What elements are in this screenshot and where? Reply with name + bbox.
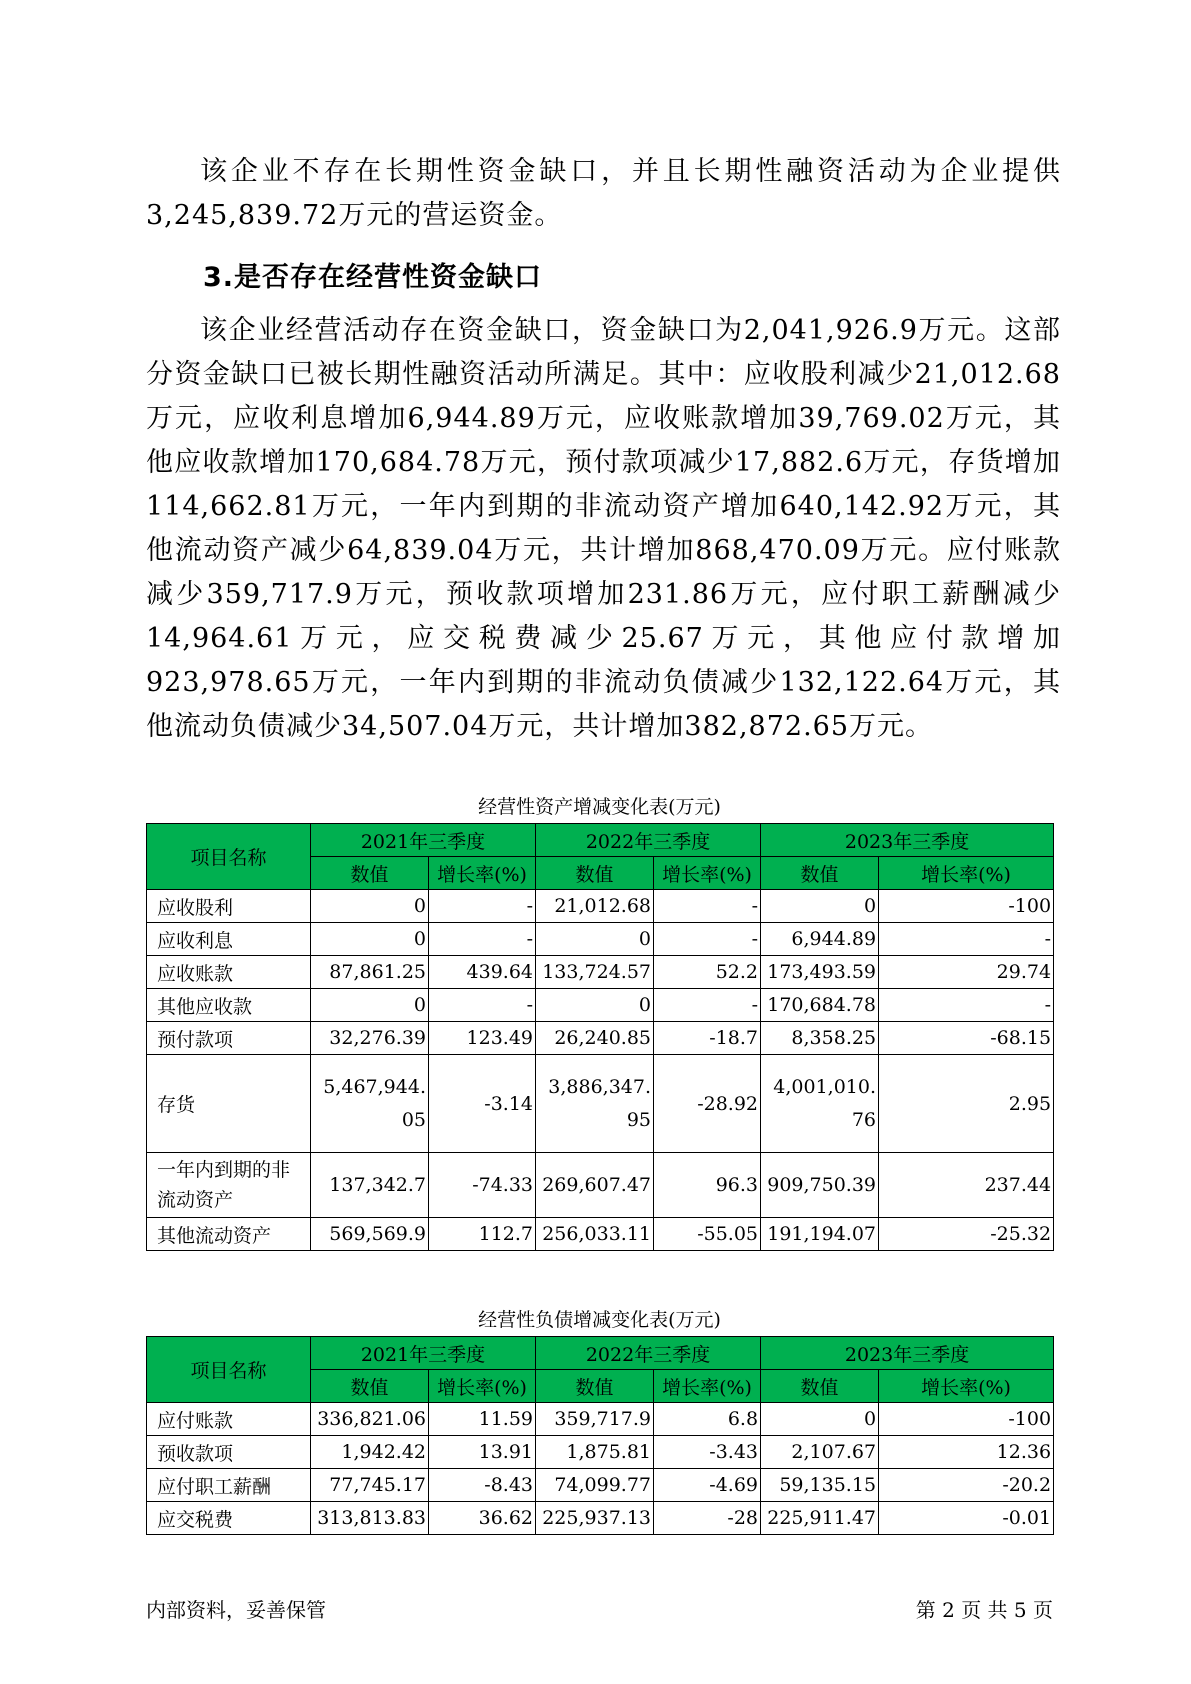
cell-value: 336,821.06 <box>311 1403 429 1436</box>
table-row <box>147 1436 1054 1469</box>
row-name: 其他流动资产 <box>147 1218 311 1251</box>
header-value: 数值 <box>761 1370 879 1403</box>
cell-growth: -55.05 <box>654 1218 761 1251</box>
paragraph-financing: 该企业不存在长期性资金缺口，并且长期性融资活动为企业提供3,245,839.72万元的营运资金。 <box>146 156 1061 231</box>
cell-value: 0 <box>536 989 654 1022</box>
table-row <box>147 1403 1054 1436</box>
cell-value: 225,911.47 <box>761 1502 879 1535</box>
cell-growth: - <box>654 989 761 1022</box>
cell-growth: -68.15 <box>879 1022 1054 1055</box>
cell-value: 569,569.9 <box>311 1218 429 1251</box>
cell-growth: 439.64 <box>429 956 536 989</box>
header-year: 2022年三季度 <box>536 824 761 857</box>
cell-value: 0 <box>311 923 429 956</box>
table-row <box>147 1218 1054 1251</box>
cell-value: 0 <box>311 890 429 923</box>
header-growth: 增长率(%) <box>879 857 1054 890</box>
cell-value: 137,342.7 <box>311 1153 429 1218</box>
cell-value: 74,099.77 <box>536 1469 654 1502</box>
footer-page-number: 第 2 页 共 5 页 <box>915 1598 1053 1622</box>
cell-value: 1,942.42 <box>311 1436 429 1469</box>
cell-value: 77,745.17 <box>311 1469 429 1502</box>
table-caption: 经营性资产增减变化表(万元) <box>478 796 721 818</box>
cell-value: 225,937.13 <box>536 1502 654 1535</box>
cell-growth: - <box>429 890 536 923</box>
cell-value: 26,240.85 <box>536 1022 654 1055</box>
cell-growth: 36.62 <box>429 1502 536 1535</box>
paragraph-operating-gap: 该企业经营活动存在资金缺口，资金缺口为2,041,926.9万元。这部分资金缺口已被长期性融资活动所满足。其中：应收股利减少21,012.68万元，应收利息增加6,944.89万元，应收账款增加39,769.02万元，其他应收款增加170,684.78万元，预付款项减少17,882.6万元，存货增加114,662.81万元，一年内到期的非流动资产增加640,142.92万元，其他流动资产减少64,839.04万元，共计增加868,470.09万元。应付账款减少359,717.9万元，预收款项增加231.86万元，应付职工薪酬减少14,964.61万元，应交税费减少25.67万元，其他应付款增加923,978.65万元，一年内到期的非流动负债减少132,122.64万元，其他流动负债减少34,507.04万元，共计增加382,872.65万元。 <box>146 315 1061 742</box>
cell-growth: -3.43 <box>654 1436 761 1469</box>
cell-growth: -100 <box>879 890 1054 923</box>
cell-growth: -20.2 <box>879 1469 1054 1502</box>
cell-growth: 6.8 <box>654 1403 761 1436</box>
table-row <box>147 923 1054 956</box>
header-growth: 增长率(%) <box>429 857 536 890</box>
cell-growth: -3.14 <box>429 1055 536 1153</box>
cell-value: 32,276.39 <box>311 1022 429 1055</box>
cell-value: 8,358.25 <box>761 1022 879 1055</box>
table-row <box>147 956 1054 989</box>
row-name: 一年内到期的非流动资产 <box>147 1153 311 1218</box>
cell-value: 173,493.59 <box>761 956 879 989</box>
row-name: 预收款项 <box>147 1436 311 1469</box>
row-name: 预付款项 <box>147 1022 311 1055</box>
row-name: 应付职工薪酬 <box>147 1469 311 1502</box>
cell-growth: -8.43 <box>429 1469 536 1502</box>
cell-growth: -28 <box>654 1502 761 1535</box>
cell-value: 269,607.47 <box>536 1153 654 1218</box>
footer-confidential-note: 内部资料，妥善保管 <box>146 1598 326 1622</box>
cell-growth: - <box>879 923 1054 956</box>
header-value: 数值 <box>536 857 654 890</box>
row-name: 应付账款 <box>147 1403 311 1436</box>
header-growth: 增长率(%) <box>654 857 761 890</box>
header-year: 2021年三季度 <box>311 824 536 857</box>
cell-growth: - <box>879 989 1054 1022</box>
header-growth: 增长率(%) <box>429 1370 536 1403</box>
cell-value: 0 <box>761 890 879 923</box>
cell-growth: - <box>429 923 536 956</box>
cell-growth: -74.33 <box>429 1153 536 1218</box>
table-row <box>147 989 1054 1022</box>
table-caption: 经营性负债增减变化表(万元) <box>478 1309 721 1331</box>
header-value: 数值 <box>311 1370 429 1403</box>
cell-value: 313,813.83 <box>311 1502 429 1535</box>
cell-growth: -100 <box>879 1403 1054 1436</box>
cell-value: 21,012.68 <box>536 890 654 923</box>
cell-value: 4,001,010.76 <box>761 1055 879 1153</box>
cell-value: 6,944.89 <box>761 923 879 956</box>
row-name: 存货 <box>147 1055 311 1153</box>
cell-growth: 123.49 <box>429 1022 536 1055</box>
cell-value: 359,717.9 <box>536 1403 654 1436</box>
cell-value: 256,033.11 <box>536 1218 654 1251</box>
header-year: 2023年三季度 <box>761 824 1054 857</box>
cell-value: 87,861.25 <box>311 956 429 989</box>
cell-growth: 11.59 <box>429 1403 536 1436</box>
cell-growth: -18.7 <box>654 1022 761 1055</box>
operating-assets-table <box>146 823 1054 1251</box>
table-row <box>147 890 1054 923</box>
cell-value: 909,750.39 <box>761 1153 879 1218</box>
cell-value: 0 <box>761 1403 879 1436</box>
header-year: 2023年三季度 <box>761 1337 1054 1370</box>
cell-value: 0 <box>536 923 654 956</box>
cell-value: 191,194.07 <box>761 1218 879 1251</box>
cell-growth: - <box>429 989 536 1022</box>
cell-value: 5,467,944.05 <box>311 1055 429 1153</box>
cell-growth: 237.44 <box>879 1153 1054 1218</box>
cell-value: 59,135.15 <box>761 1469 879 1502</box>
cell-growth: -25.32 <box>879 1218 1054 1251</box>
table-row <box>147 1502 1054 1535</box>
cell-growth: 12.36 <box>879 1436 1054 1469</box>
header-year: 2022年三季度 <box>536 1337 761 1370</box>
row-name: 应收账款 <box>147 956 311 989</box>
cell-growth: -0.01 <box>879 1502 1054 1535</box>
header-growth: 增长率(%) <box>879 1370 1054 1403</box>
cell-growth: 96.3 <box>654 1153 761 1218</box>
cell-growth: 2.95 <box>879 1055 1054 1153</box>
cell-value: 170,684.78 <box>761 989 879 1022</box>
table-row <box>147 1022 1054 1055</box>
cell-growth: 112.7 <box>429 1218 536 1251</box>
header-value: 数值 <box>311 857 429 890</box>
table-row <box>147 1153 1054 1218</box>
header-value: 数值 <box>536 1370 654 1403</box>
table-row <box>147 1469 1054 1502</box>
header-year: 2021年三季度 <box>311 1337 536 1370</box>
cell-value: 133,724.57 <box>536 956 654 989</box>
header-item-name: 项目名称 <box>147 1337 311 1403</box>
row-name: 应收股利 <box>147 890 311 923</box>
row-name: 其他应收款 <box>147 989 311 1022</box>
header-value: 数值 <box>761 857 879 890</box>
row-name: 应交税费 <box>147 1502 311 1535</box>
table-row <box>147 1055 1054 1153</box>
cell-value: 1,875.81 <box>536 1436 654 1469</box>
cell-growth: -4.69 <box>654 1469 761 1502</box>
cell-growth: - <box>654 923 761 956</box>
row-name: 应收利息 <box>147 923 311 956</box>
operating-liabilities-table <box>146 1336 1054 1535</box>
cell-growth: -28.92 <box>654 1055 761 1153</box>
cell-value: 0 <box>311 989 429 1022</box>
section-heading: 3.是否存在经营性资金缺口 <box>203 262 543 293</box>
cell-growth: 13.91 <box>429 1436 536 1469</box>
cell-value: 3,886,347.95 <box>536 1055 654 1153</box>
cell-growth: 29.74 <box>879 956 1054 989</box>
cell-growth: - <box>654 890 761 923</box>
cell-growth: 52.2 <box>654 956 761 989</box>
header-growth: 增长率(%) <box>654 1370 761 1403</box>
header-item-name: 项目名称 <box>147 824 311 890</box>
cell-value: 2,107.67 <box>761 1436 879 1469</box>
